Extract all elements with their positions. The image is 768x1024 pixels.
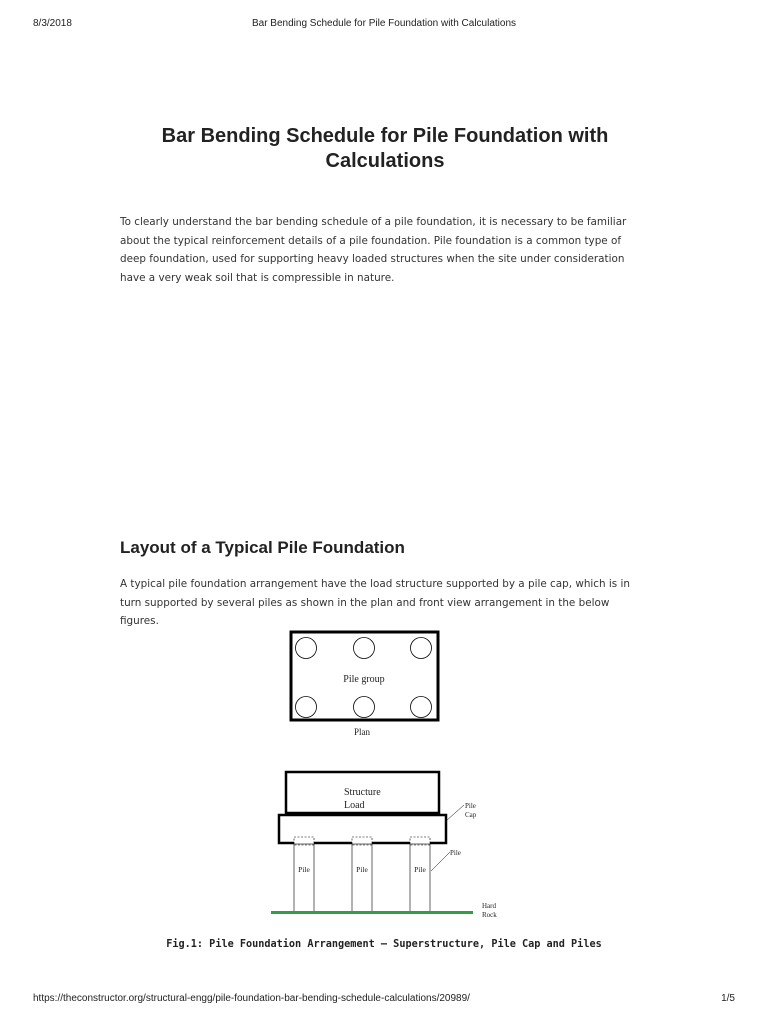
hard-rock-ground-line: [271, 911, 473, 914]
pile-label: Pile: [414, 865, 426, 874]
pile-cap-label: Pile: [465, 802, 476, 810]
pile-shaft: [294, 844, 314, 912]
pile-leader: [431, 852, 450, 871]
plan-caption: Plan: [353, 727, 371, 737]
pile-shaft: [410, 844, 430, 912]
print-footer-url: https://theconstructor.org/structural-engg/pile-foundation-bar-bending-schedule-calculations/20989/: [33, 993, 470, 1004]
pile-circle: [354, 697, 375, 718]
intro-paragraph: To clearly understand the bar bending schedule of a pile foundation, it is necessary to be familiar about the typical reinforcement details of a pile foundation. Pile foundation is a common type of deep foundation, used for supporting heavy loaded structures when the site under consideration have a very weak soil that is compressible in nature.: [120, 216, 627, 284]
structure-label: Structure: [344, 787, 381, 798]
page-number: 1/5: [721, 993, 735, 1004]
pile-group-label: Pile group: [343, 674, 385, 685]
figure-caption: Fig.1: Pile Foundation Arrangement – Superstructure, Pile Cap and Piles: [166, 939, 602, 950]
pile-cap-label-2: Cap: [465, 811, 477, 819]
print-header-title: Bar Bending Schedule for Pile Foundation with Calculations: [251, 18, 517, 29]
hard-rock-label: Hard: [482, 902, 496, 910]
hard-rock-label-2: Rock: [482, 911, 497, 919]
pile-shaft: [352, 844, 372, 912]
pile-circle: [296, 638, 317, 659]
plan-view: [291, 632, 438, 737]
pile-cap-leader: [446, 805, 464, 821]
section-paragraph: A typical pile foundation arrangement have the load structure supported by a pile cap, which is in turn supported by several piles as shown in the plan and front view arrangement in the below figures.: [120, 578, 630, 627]
print-date: 8/3/2018: [33, 18, 72, 29]
pile-circle: [411, 697, 432, 718]
pile-label: Pile: [356, 865, 368, 874]
front-view: [271, 772, 497, 919]
pile-foundation-figure: [260, 628, 520, 928]
pile-side-label: Pile: [450, 849, 461, 857]
section-heading: Layout of a Typical Pile Foundation: [120, 538, 405, 557]
pile-circle: [354, 638, 375, 659]
pile-circle: [296, 697, 317, 718]
pile-label: Pile: [298, 865, 310, 874]
load-label: Load: [344, 800, 365, 811]
page-title: Bar Bending Schedule for Pile Foundation with Calculations: [161, 125, 609, 172]
pile-circle: [411, 638, 432, 659]
